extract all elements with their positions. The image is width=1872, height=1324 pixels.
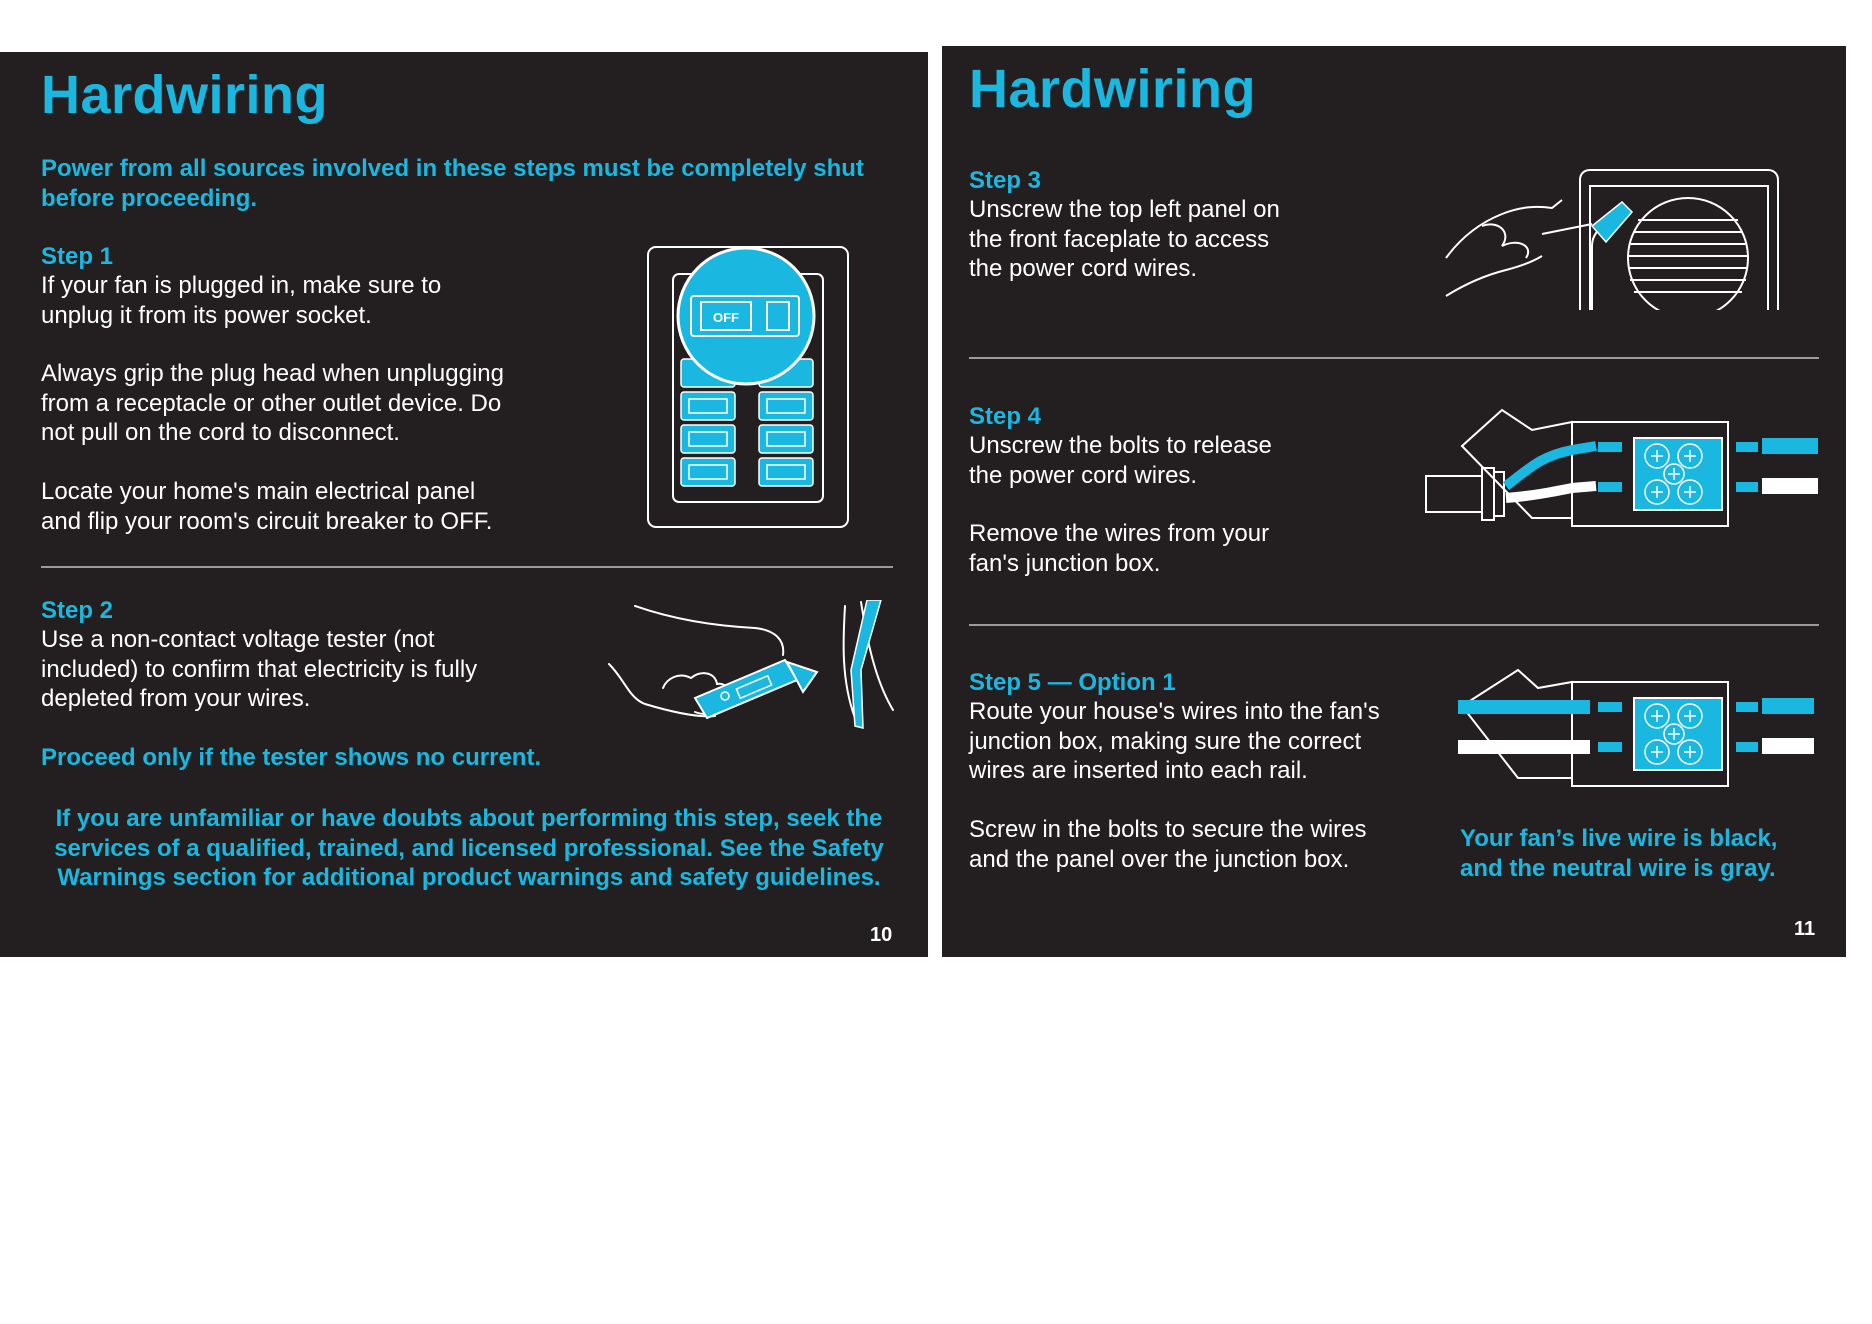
section-divider xyxy=(41,566,893,568)
safety-note: If you are unfamiliar or have doubts about performing this step, seek the services of a qualified, trained, and licensed professional. See the Safety Warnings section for additional product warnings and safety guidelines. xyxy=(54,805,884,891)
step3-text-1: Unscrew the top left panel on the front faceplate to access the power cord wires. xyxy=(969,196,1280,282)
step1-heading: Step 1 xyxy=(41,243,114,270)
breaker-off-label: OFF xyxy=(713,310,739,325)
step4-text-2: Remove the wires from your fan's junction box. xyxy=(969,520,1270,577)
step3-heading: Step 3 xyxy=(969,167,1042,194)
manual-page-10 xyxy=(0,52,928,957)
junction-box-removal-illustration xyxy=(1422,406,1822,536)
page-title: Hardwiring xyxy=(41,65,329,125)
manual-page-11 xyxy=(942,46,1846,957)
page-number: 11 xyxy=(1794,918,1816,940)
step4-heading: Step 4 xyxy=(969,403,1042,430)
page-number: 10 xyxy=(870,924,893,946)
section-divider xyxy=(969,357,1819,359)
voltage-tester-illustration xyxy=(605,600,905,750)
step5-heading: Step 5 — Option 1 xyxy=(969,669,1176,696)
step5-text-2: Screw in the bolts to secure the wires and the panel over the junction box. xyxy=(969,816,1367,873)
breaker-panel-illustration xyxy=(645,244,851,530)
step1-text-3: Locate your home's main electrical panel and flip your room's circuit breaker to OFF. xyxy=(41,478,493,535)
power-warning: Power from all sources involved in these steps must be completely shut before proceeding. xyxy=(41,155,864,212)
step4-text-1: Unscrew the bolts to release the power cord wires. xyxy=(969,432,1272,489)
step1-text-2: Always grip the plug head when unplugging from a receptacle or other outlet device. Do not pull on the cord to disconnect. xyxy=(41,360,504,446)
page-title: Hardwiring xyxy=(969,59,1257,119)
step2-text-1: Use a non-contact voltage tester (not included) to confirm that electricity is fully depleted from your wires. xyxy=(41,626,478,712)
step2-note: Proceed only if the tester shows no current. xyxy=(41,744,542,771)
junction-box-route-illustration xyxy=(1458,666,1818,796)
step1-text-1: If your fan is plugged in, make sure to unplug it from its power socket. xyxy=(41,272,442,329)
wire-color-note: Your fan’s live wire is black, and the neutral wire is gray. xyxy=(1460,825,1778,882)
step2-heading: Step 2 xyxy=(41,597,114,624)
section-divider xyxy=(969,624,1819,626)
step5-text-1: Route your house's wires into the fan's junction box, making sure the correct wires are inserted into each rail. xyxy=(969,698,1380,784)
faceplate-illustration xyxy=(1442,166,1782,310)
